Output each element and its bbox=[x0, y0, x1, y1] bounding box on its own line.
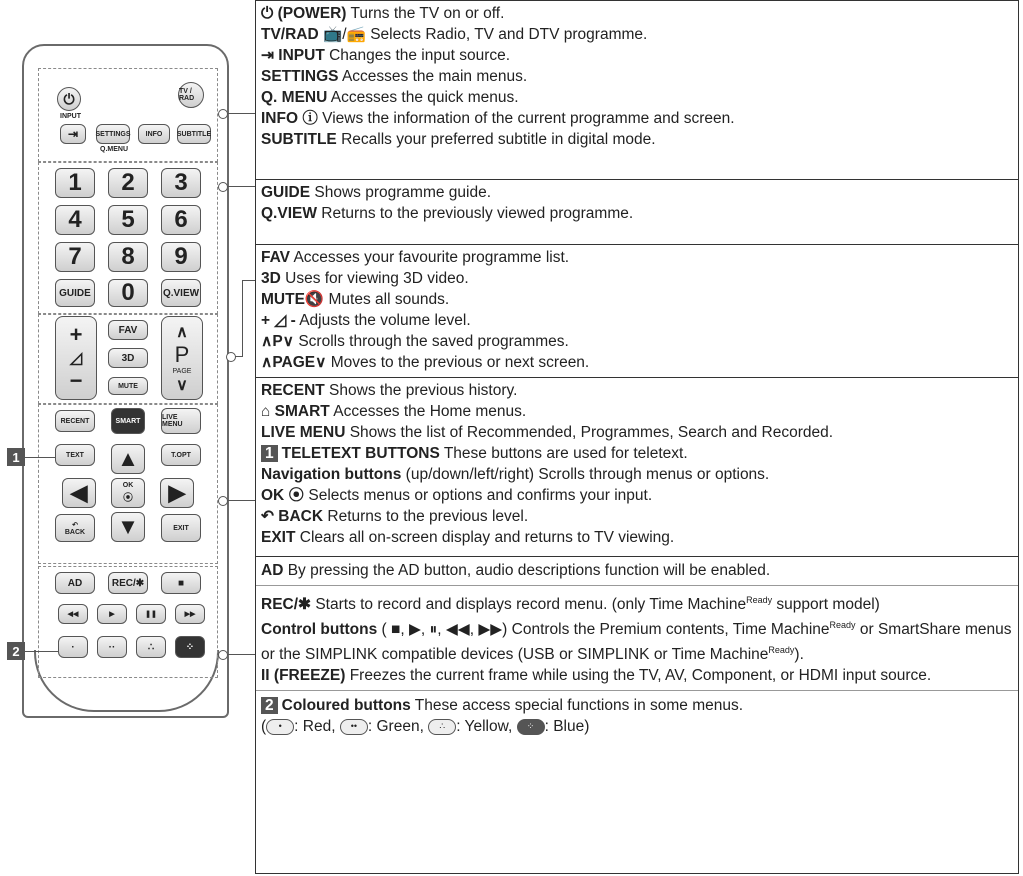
callout-2-leader bbox=[25, 651, 58, 652]
subtitle-button[interactable]: SUBTITLE bbox=[177, 124, 211, 144]
nav-down-button[interactable]: ▼ bbox=[111, 512, 145, 542]
section-volume bbox=[255, 244, 1019, 378]
info-button[interactable]: INFO bbox=[138, 124, 170, 144]
settings-button[interactable]: SETTINGS bbox=[96, 124, 130, 144]
num-8-button[interactable]: 8 bbox=[108, 242, 148, 272]
leader-line-3a bbox=[242, 280, 255, 281]
colour-legend: ( • : Red, •• : Green, ∴ : Yellow, ⁘ : Blue) bbox=[261, 718, 590, 736]
desc-line: MUTE🔇 Mutes all sounds. bbox=[261, 291, 450, 308]
desc-line: RECENT Shows the previous history. bbox=[261, 382, 518, 399]
rec-button[interactable]: REC/✱ bbox=[108, 572, 148, 594]
pause-button[interactable]: ❚❚ bbox=[136, 604, 166, 624]
leader-dot-3 bbox=[226, 352, 236, 362]
ok-button[interactable]: OK ⦿ bbox=[111, 478, 145, 508]
desc-line: ∧PAGE∨ Moves to the previous or next screen. bbox=[261, 354, 590, 371]
input-label: INPUT bbox=[60, 113, 81, 120]
desc-line: 1 TELETEXT BUTTONS These buttons are used for teletext. bbox=[261, 443, 1013, 464]
volume-rocker[interactable]: + ◿ − bbox=[55, 316, 97, 400]
fastforward-button[interactable]: ▶▶ bbox=[175, 604, 205, 624]
callout-1-badge: 1 bbox=[7, 448, 25, 466]
guide-button[interactable]: GUIDE bbox=[55, 279, 95, 307]
text-button[interactable]: TEXT bbox=[55, 444, 95, 466]
3d-button[interactable]: 3D bbox=[108, 348, 148, 368]
power-button[interactable]: ⏻ bbox=[57, 87, 81, 111]
section-media bbox=[255, 556, 1019, 874]
blue-pill-icon: ⁘ bbox=[517, 719, 545, 735]
section-guide bbox=[255, 179, 1019, 245]
topt-button[interactable]: T.OPT bbox=[161, 444, 201, 466]
p-label: P bbox=[174, 341, 190, 367]
desc-line: Q. MENU Accesses the quick menus. bbox=[261, 89, 519, 106]
coloured-badge: 2 bbox=[261, 697, 278, 714]
yellow-pill-icon: ∴ bbox=[428, 719, 456, 735]
desc-line: INFO ⓘ Views the information of the current programme and screen. bbox=[261, 110, 735, 127]
desc-line: TV/RAD 📺/📻 Selects Radio, TV and DTV programme. bbox=[261, 26, 648, 43]
desc-line: ⏻ (POWER) Turns the TV on or off. bbox=[261, 5, 505, 22]
teletext-badge: 1 bbox=[261, 445, 278, 462]
num-3-button[interactable]: 3 bbox=[161, 168, 201, 198]
desc-line: ∧P∨ Scrolls through the saved programmes. bbox=[261, 333, 569, 350]
nav-right-button[interactable]: ▶ bbox=[160, 478, 194, 508]
back-button[interactable]: ↶ BACK bbox=[55, 514, 95, 542]
leader-dot-5 bbox=[218, 650, 228, 660]
back-label: BACK bbox=[64, 528, 86, 536]
desc-line: EXIT Clears all on-screen display and returns to TV viewing. bbox=[261, 529, 675, 546]
section-power bbox=[255, 0, 1019, 180]
stop-button[interactable]: ■ bbox=[161, 572, 201, 594]
smart-button[interactable]: SMART bbox=[111, 408, 145, 434]
qmenu-label: Q.MENU bbox=[100, 146, 128, 153]
ok-label: OK bbox=[122, 482, 134, 489]
yellow-button[interactable]: ∴ bbox=[136, 636, 166, 658]
leader-vline-3 bbox=[242, 280, 243, 356]
nav-up-button[interactable]: ▲ bbox=[111, 444, 145, 474]
desc-line: + ◿ - Adjusts the volume level. bbox=[261, 312, 471, 329]
callout-2-badge: 2 bbox=[7, 642, 25, 660]
desc-line: 3D Uses for viewing 3D video. bbox=[261, 270, 469, 287]
leader-dot-1 bbox=[218, 109, 228, 119]
fav-button[interactable]: FAV bbox=[108, 320, 148, 340]
desc-line: ↶ BACK Returns to the previous level. bbox=[261, 508, 529, 525]
green-pill-icon: •• bbox=[340, 719, 368, 735]
play-button[interactable]: ▶ bbox=[97, 604, 127, 624]
desc-line: AD By pressing the AD button, audio descriptions function will be enabled. bbox=[261, 562, 771, 579]
green-button[interactable]: ·· bbox=[97, 636, 127, 658]
rewind-button[interactable]: ◀◀ bbox=[58, 604, 88, 624]
channel-rocker[interactable]: ∧ P PAGE ∨ bbox=[161, 316, 203, 400]
desc-line: Navigation buttons (up/down/left/right) Scrolls through menus or options. bbox=[261, 466, 770, 483]
ad-button[interactable]: AD bbox=[55, 572, 95, 594]
nav-left-button[interactable]: ◀ bbox=[62, 478, 96, 508]
desc-line: 2 Coloured buttons These access special functions in some menus. bbox=[261, 691, 1013, 716]
qview-button[interactable]: Q.VIEW bbox=[161, 279, 201, 307]
num-6-button[interactable]: 6 bbox=[161, 205, 201, 235]
blue-button[interactable]: ⁘ bbox=[175, 636, 205, 658]
num-2-button[interactable]: 2 bbox=[108, 168, 148, 198]
remote-illustration bbox=[0, 0, 240, 876]
desc-line: ⌂ SMART Accesses the Home menus. bbox=[261, 403, 527, 420]
desc-line: REC/✱ Starts to record and displays record menu. (only Time Machine$^{Ready}$ support model) bbox=[261, 595, 880, 614]
num-4-button[interactable]: 4 bbox=[55, 205, 95, 235]
red-button[interactable]: · bbox=[58, 636, 88, 658]
desc-line: GUIDE Shows programme guide. bbox=[261, 184, 492, 201]
callout-1-leader bbox=[25, 457, 55, 458]
num-1-button[interactable]: 1 bbox=[55, 168, 95, 198]
page-label: PAGE bbox=[172, 367, 192, 375]
recent-button[interactable]: RECENT bbox=[55, 410, 95, 432]
section-navigation bbox=[255, 377, 1019, 557]
desc-line: II (FREEZE) Freezes the current frame while using the TV, AV, Component, or HDMI input source. bbox=[261, 667, 932, 685]
leader-dot-4 bbox=[218, 496, 228, 506]
input-button[interactable]: ⇥ bbox=[60, 124, 86, 144]
leader-dot-2 bbox=[218, 182, 228, 192]
num-5-button[interactable]: 5 bbox=[108, 205, 148, 235]
desc-line: OK ⦿ Selects menus or options and confirms your input. bbox=[261, 487, 653, 504]
desc-line: Q.VIEW Returns to the previously viewed programme. bbox=[261, 205, 634, 222]
desc-line: Control buttons ( ■, ▶, ⏸, ◀◀, ▶▶) Controls the Premium contents, Time Machine$^{Ready}$ or SmartShare menus or the SIMPLINK compatible devices (USB or SIMPLINK or Time Machine$^{Ready}$). bbox=[261, 620, 1012, 664]
mute-button[interactable]: MUTE bbox=[108, 377, 148, 395]
num-0-button[interactable]: 0 bbox=[108, 279, 148, 307]
num-7-button[interactable]: 7 bbox=[55, 242, 95, 272]
desc-line: ⇥ INPUT Changes the input source. bbox=[261, 47, 511, 64]
red-pill-icon: • bbox=[266, 719, 294, 735]
num-9-button[interactable]: 9 bbox=[161, 242, 201, 272]
desc-line: LIVE MENU Shows the list of Recommended, Programmes, Search and Recorded. bbox=[261, 424, 834, 441]
desc-line: SUBTITLE Recalls your preferred subtitle in digital mode. bbox=[261, 131, 656, 148]
exit-button[interactable]: EXIT bbox=[161, 514, 201, 542]
desc-line: SETTINGS Accesses the main menus. bbox=[261, 68, 528, 85]
desc-line: FAV Accesses your favourite programme list. bbox=[261, 249, 570, 266]
tvrad-button[interactable]: TV / RAD bbox=[178, 82, 204, 108]
live-menu-button[interactable]: LIVE MENU bbox=[161, 408, 201, 434]
